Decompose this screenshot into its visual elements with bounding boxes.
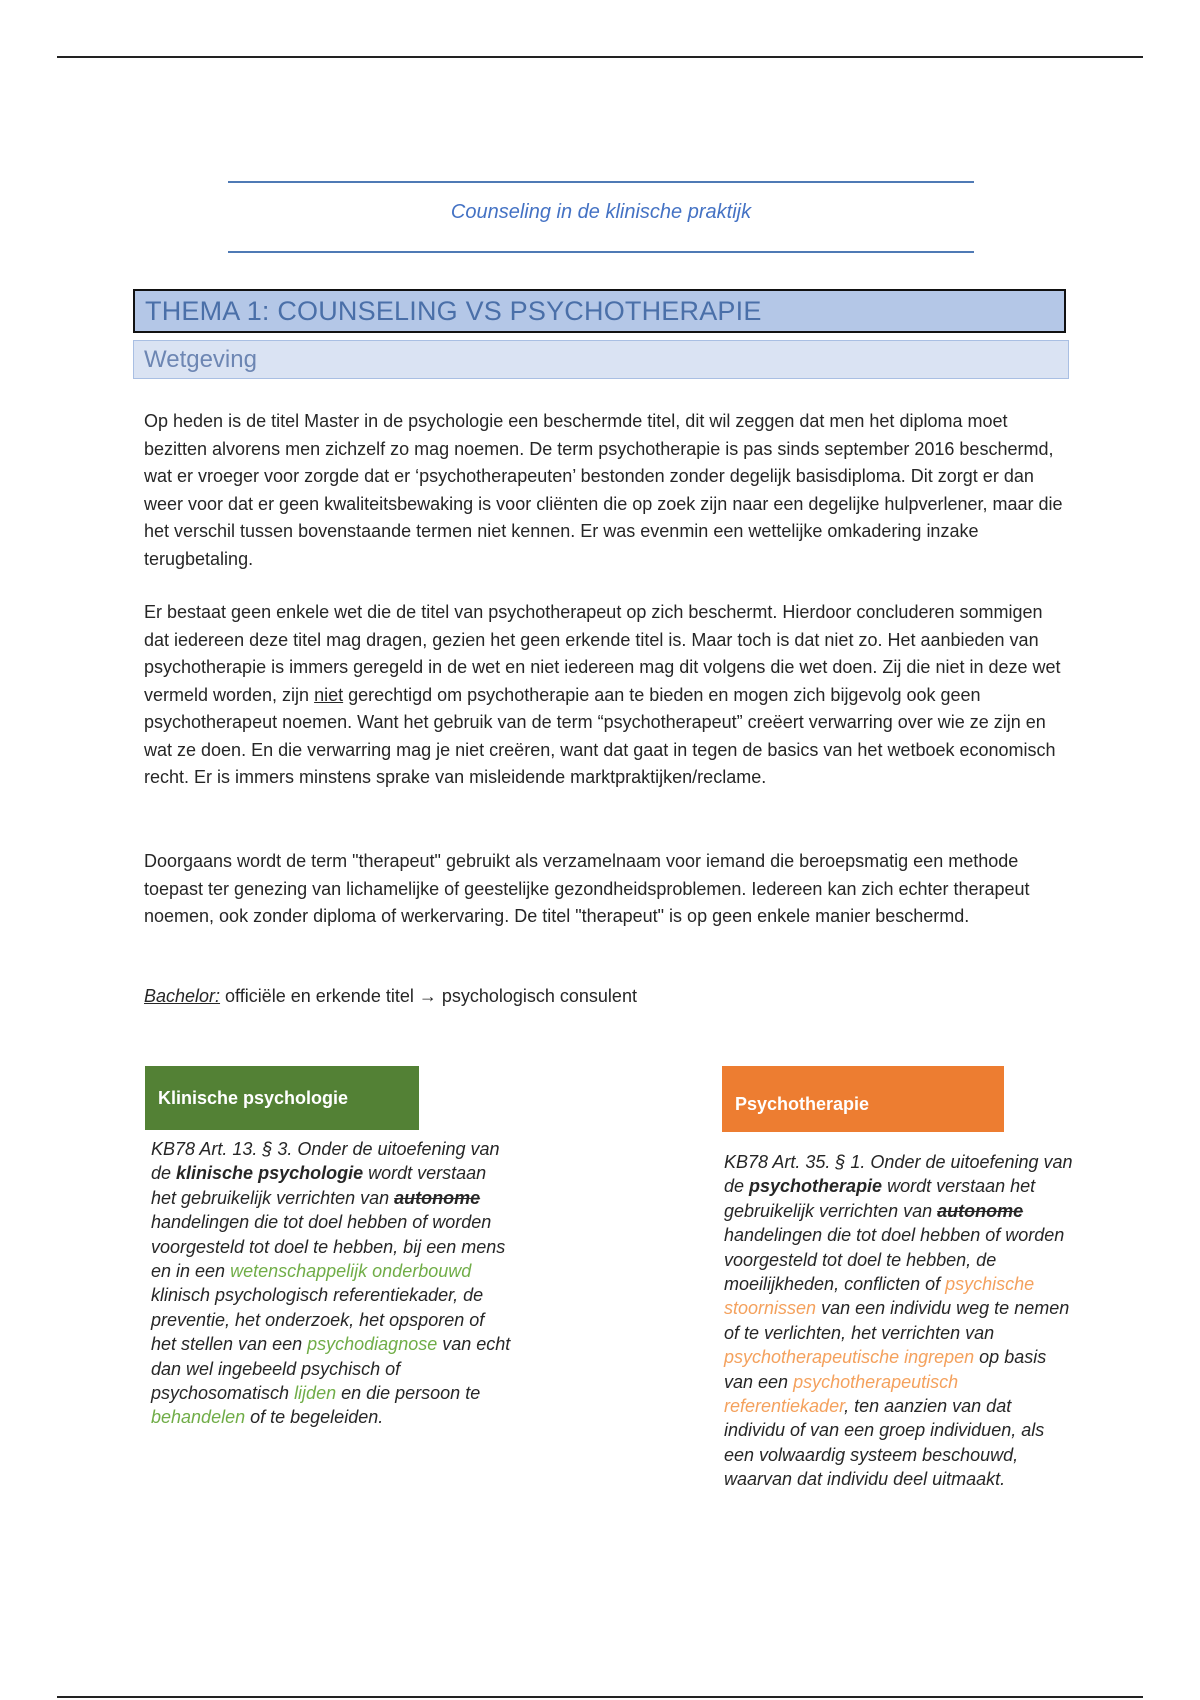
paragraph-3: Doorgaans wordt de term "therapeut" gebruikt als verzamelnaam voor iemand die beroepsmatig een methode toepast ter genezing van lichamelijke of geestelijke gezondheidsproblemen. Iedereen kan zich echter therapeut noemen, ook zonder diploma of werkervaring. De titel "therapeut" is op geen enkele manier beschermd.	[144, 851, 1030, 926]
psychotherapie-label: Psychotherapie	[722, 1066, 1004, 1132]
klinische-psychologie-label: Klinische psychologie	[145, 1066, 419, 1130]
def-text: van een individu weg te nemen of te verlichten, het verrichten van	[724, 1298, 1070, 1343]
def-highlight: psychotherapeutische ingrepen	[724, 1347, 975, 1368]
def-highlight: psychodiagnose	[307, 1334, 438, 1355]
def-text: klinisch psychologisch referentiekader, de preventie, het onderzoek, het opsporen of het stellen van een	[151, 1285, 485, 1355]
def-text: wordt verstaan het gebruikelijk verrichten van	[151, 1163, 487, 1208]
def-highlight: psychische stoornissen	[724, 1274, 1035, 1319]
paragraph-1: Op heden is de titel Master in de psychologie een beschermde titel, dit wil zeggen dat men het diploma moet bezitten alvorens men zichzelf zo mag noemen. De term psychotherapie is pas sinds september 2016 beschermd, wat er vroeger voor zorgde dat er ‘psychotherapeuten’ bestonden zonder degelijk basisdiploma. Dit zorgt er dan weer voor dat er geen kwaliteitsbewaking is voor cliënten die op zoek zijn naar een degelijke hulpverlener, maar die het verschil tussen bovenstaande termen niet kennen. Er was evenmin een wettelijke omkadering inzake terugbetaling.	[144, 411, 1063, 569]
paragraph-2-text-b: gerechtigd om psychotherapie aan te bieden en mogen zich bijgevolg ook geen psychotherapeut noemen. Want het gebruik van de term “psychotherapeut” creëert verwarring over wie ze zijn en wat ze doen. En die verwarring mag je niet creëren, want dat gaat in tegen de basics van het wetboek economisch recht. Er is immers minstens sprake van misleidende marktpraktijken/reclame.	[144, 684, 1056, 787]
def-text: KB78 Art. 35. § 1. Onder de uitoefening van de	[724, 1152, 1073, 1197]
def-text: en die persoon te	[336, 1383, 481, 1404]
paragraph-2	[144, 599, 1064, 792]
def-text: op basis van een	[724, 1347, 1047, 1392]
def-text: handelingen die tot doel hebben of worden voorgesteld tot doel te hebben, bij een mens en in een	[151, 1212, 506, 1282]
document-header-title: Counseling in de klinische praktijk	[450, 201, 752, 223]
def-highlight: wetenschappelijk onderbouwd	[230, 1261, 472, 1282]
header-rule-bottom	[228, 251, 974, 253]
paragraph-2-underlined: niet	[314, 684, 344, 705]
page-top-rule	[57, 56, 1143, 58]
bachelor-line	[144, 983, 1064, 1011]
def-text: wordt verstaan het gebruikelijk verrichten van	[724, 1176, 1036, 1221]
def-struck-term: autonome	[937, 1200, 1024, 1221]
header-rule-top	[228, 181, 974, 183]
section-subheading: Wetgeving	[133, 340, 1069, 379]
bachelor-text: officiële en erkende titel → psychologisch consulent	[220, 986, 637, 1006]
page-bottom-rule	[57, 1696, 1143, 1698]
def-text: of te begeleiden.	[245, 1407, 384, 1428]
def-bold-term: psychotherapie	[749, 1176, 883, 1197]
paragraph-2-text-a: Er bestaat geen enkele wet die de titel van psychotherapeut op zich beschermt. Hierdoor concluderen sommigen dat iedereen deze titel mag dragen, gezien het geen erkende titel is. Maar toch is dat niet zo. Het aanbieden van psychotherapie is immers geregeld in de wet en niet iedereen mag dit volgens die wet doen. Zij die niet in deze wet vermeld worden, zijn	[144, 602, 1061, 705]
def-highlight: psychotherapeutisch referentiekader	[724, 1371, 959, 1417]
def-bold-term: klinische psychologie	[176, 1163, 364, 1184]
def-text: , ten aanzien van dat individu of van een groep individuen, als een volwaardig systeem beschouwd, waarvan dat individu deel uitmaakt.	[724, 1396, 1045, 1490]
def-text: van echt dan wel ingebeeld psychisch of psychosomatisch	[151, 1334, 511, 1404]
theme-heading: THEMA 1: COUNSELING VS PSYCHOTHERAPIE	[133, 289, 1066, 333]
def-struck-term: autonome	[394, 1187, 481, 1208]
klinische-psychologie-definition	[151, 1137, 511, 1430]
def-highlight: lijden	[294, 1383, 337, 1404]
bachelor-label: Bachelor:	[144, 986, 221, 1006]
def-text: handelingen die tot doel hebben of worden voorgesteld tot doel te hebben, de moeilijkheden, conflicten of	[724, 1225, 1065, 1295]
def-text: KB78 Art. 13. § 3. Onder de uitoefening van de	[151, 1139, 500, 1184]
def-highlight: behandelen	[151, 1407, 246, 1428]
psychotherapie-definition	[724, 1150, 1074, 1492]
